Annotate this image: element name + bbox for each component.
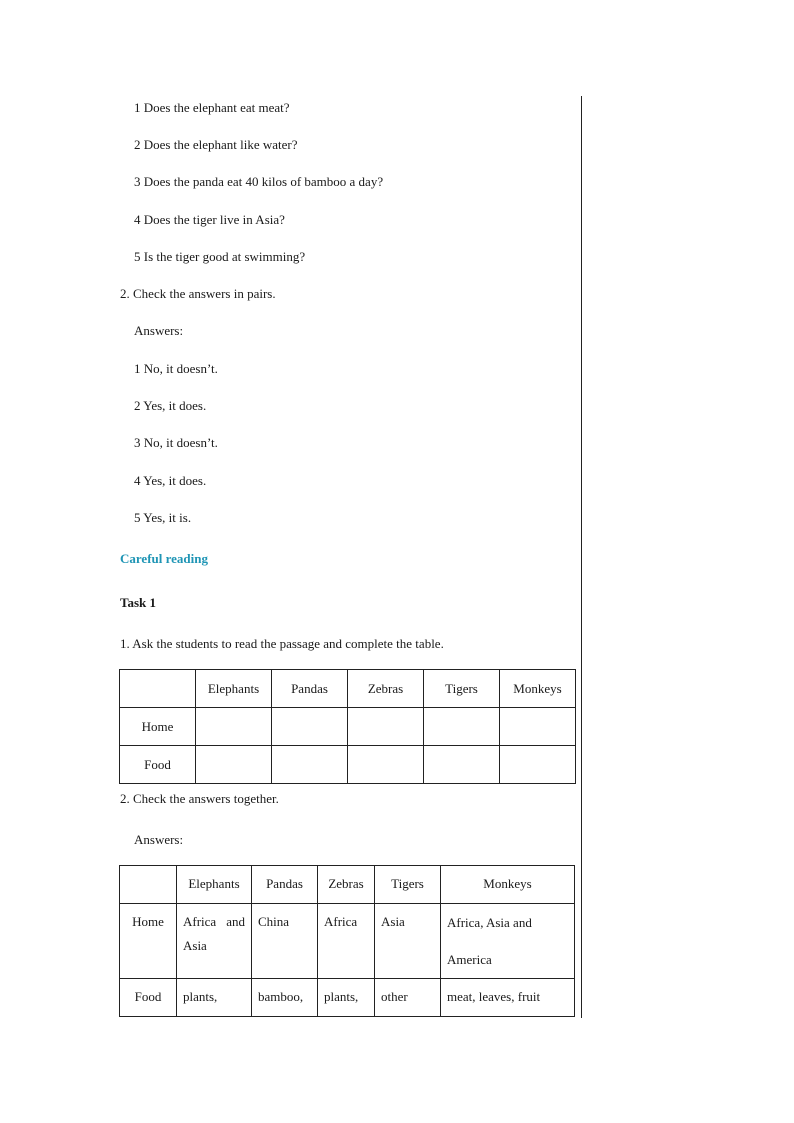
step-2-instruction: 2. Check the answers in pairs. xyxy=(120,286,276,301)
table-cell: other xyxy=(375,979,441,1017)
table-cell: plants, xyxy=(318,979,375,1017)
table-row xyxy=(120,746,576,784)
empty-cell xyxy=(348,746,424,784)
question-3: 3 Does the panda eat 40 kilos of bamboo a day? xyxy=(134,174,384,189)
table-cell xyxy=(120,866,177,904)
table-row xyxy=(120,904,575,979)
empty-cell xyxy=(424,746,500,784)
table-row xyxy=(120,866,575,904)
table-header: Pandas xyxy=(252,866,318,904)
row-header: Home xyxy=(120,904,177,979)
table-header: Zebras xyxy=(318,866,375,904)
question-2: 2 Does the elephant like water? xyxy=(134,137,298,152)
answers-label: Answers: xyxy=(134,323,184,338)
table-header: Tigers xyxy=(375,866,441,904)
question-1: 1 Does the elephant eat meat? xyxy=(134,100,290,115)
empty-cell xyxy=(500,708,576,746)
table-cell: Africa xyxy=(318,904,375,979)
table-header: Pandas xyxy=(272,670,348,708)
table-cell: Africa and Asia xyxy=(177,904,252,979)
row-header: Food xyxy=(120,979,177,1017)
table-cell: Asia xyxy=(375,904,441,979)
page-margin-line xyxy=(581,96,582,1018)
answer-4: 4 Yes, it does. xyxy=(134,473,207,488)
question-4: 4 Does the tiger live in Asia? xyxy=(134,212,285,227)
empty-cell xyxy=(424,708,500,746)
table-header: Monkeys xyxy=(500,670,576,708)
table-header: Tigers xyxy=(424,670,500,708)
table-row xyxy=(120,979,575,1017)
table-cell: meat, leaves, fruit xyxy=(441,979,575,1017)
table-cell: Africa, Asia and America xyxy=(441,904,575,979)
row-header: Home xyxy=(120,708,196,746)
task-step-1: 1. Ask the students to read the passage and complete the table. xyxy=(120,636,444,651)
answer-1: 1 No, it doesn’t. xyxy=(134,361,218,376)
question-5: 5 Is the tiger good at swimming? xyxy=(134,249,306,264)
task-title: Task 1 xyxy=(120,595,157,610)
answers-label-2: Answers: xyxy=(134,832,184,847)
blank-answer-table xyxy=(119,669,576,784)
table-header: Elephants xyxy=(177,866,252,904)
task-step-2: 2. Check the answers together. xyxy=(120,791,279,806)
empty-cell xyxy=(500,746,576,784)
empty-cell xyxy=(196,708,272,746)
table-cell: China xyxy=(252,904,318,979)
table-cell xyxy=(120,670,196,708)
table-row xyxy=(120,670,576,708)
answer-2: 2 Yes, it does. xyxy=(134,398,207,413)
empty-cell xyxy=(196,746,272,784)
answer-key-table xyxy=(119,865,575,1017)
table-header: Zebras xyxy=(348,670,424,708)
answer-3: 3 No, it doesn’t. xyxy=(134,435,218,450)
table-cell: plants, xyxy=(177,979,252,1017)
empty-cell xyxy=(272,708,348,746)
table-cell: bamboo, xyxy=(252,979,318,1017)
table-header: Monkeys xyxy=(441,866,575,904)
row-header: Food xyxy=(120,746,196,784)
table-row xyxy=(120,708,576,746)
empty-cell xyxy=(272,746,348,784)
answer-5: 5 Yes, it is. xyxy=(134,510,192,525)
empty-cell xyxy=(348,708,424,746)
section-heading: Careful reading xyxy=(120,551,208,566)
table-header: Elephants xyxy=(196,670,272,708)
